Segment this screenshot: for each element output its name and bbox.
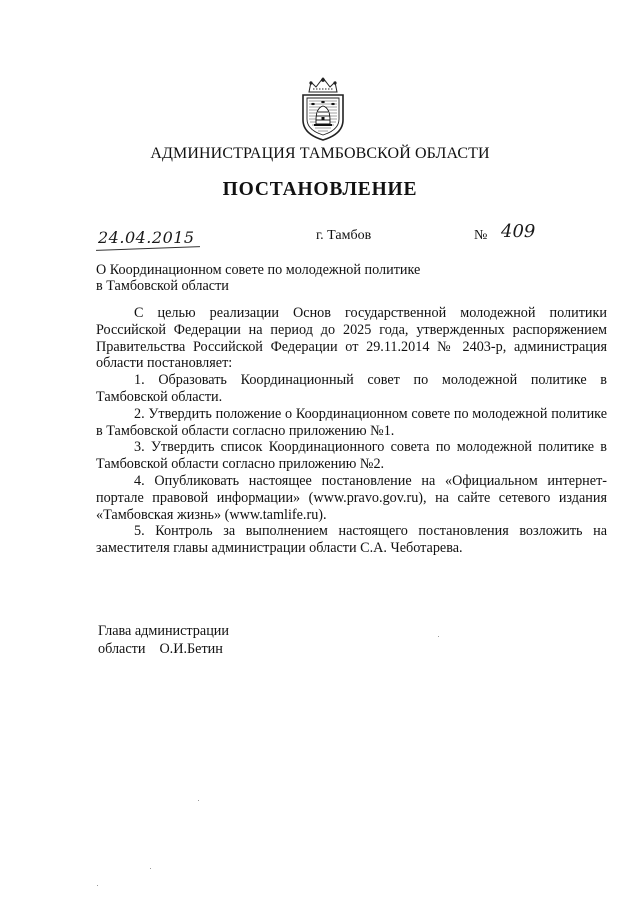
document-body [96, 305, 607, 557]
document-city: г. Тамбов [316, 228, 372, 243]
resolution-item-2: 2. Утвердить положение о Координационном совете по молодежной политике в Тамбовской области согласно приложению №1. [96, 405, 607, 439]
scan-speck [198, 800, 199, 801]
scan-speck [97, 885, 98, 886]
signature-title-line-1: Глава администрации [98, 623, 229, 639]
coat-of-arms-icon [297, 76, 349, 142]
intro-paragraph: С целью реализации Основ государственной молодежной политики Российской Федерации на период до 2025 года, утвержденных распоряжением Правительства Российской Федерации от 29.11.2014 № 2403-р, администрация области постановляет: [96, 305, 607, 372]
scan-speck [438, 636, 439, 637]
document-subject [96, 262, 496, 294]
signatory-name: О.И.Бетин [159, 641, 223, 657]
subject-line-1: О Координационном совете по молодежной политике [96, 262, 421, 278]
signature-block [98, 622, 229, 658]
signature-title-line-2 [98, 640, 229, 658]
signature-title-region: области [98, 641, 146, 657]
organization-name: АДМИНИСТРАЦИЯ ТАМБОВСКОЙ ОБЛАСТИ [150, 145, 490, 162]
scan-speck [150, 868, 151, 869]
document-type-title: ПОСТАНОВЛЕНИЕ [222, 179, 418, 200]
resolution-item-1: 1. Образовать Координационный совет по молодежной политике в Тамбовской области. [96, 372, 607, 405]
handwritten-date: 24.04.2015 [98, 228, 195, 247]
resolution-item-5: 5. Контроль за выполнением настоящего постановления возложить на заместителя главы администрации области С.А. Чеботарева. [96, 523, 607, 557]
resolution-item-4: 4. Опубликовать настоящее постановление на «Официальном интернет-портале правовой информации» (www.pravo.gov.ru), на сайте сетевого издания «Тамбовская жизнь» (www.tamlife.ru). [96, 472, 607, 523]
number-label: № [474, 228, 488, 243]
subject-line-2: в Тамбовской области [96, 278, 229, 294]
resolution-item-3: 3. Утвердить список Координационного совета по молодежной политике в Тамбовской области согласно приложению №2. [96, 439, 607, 473]
handwritten-number: 409 [501, 221, 536, 242]
